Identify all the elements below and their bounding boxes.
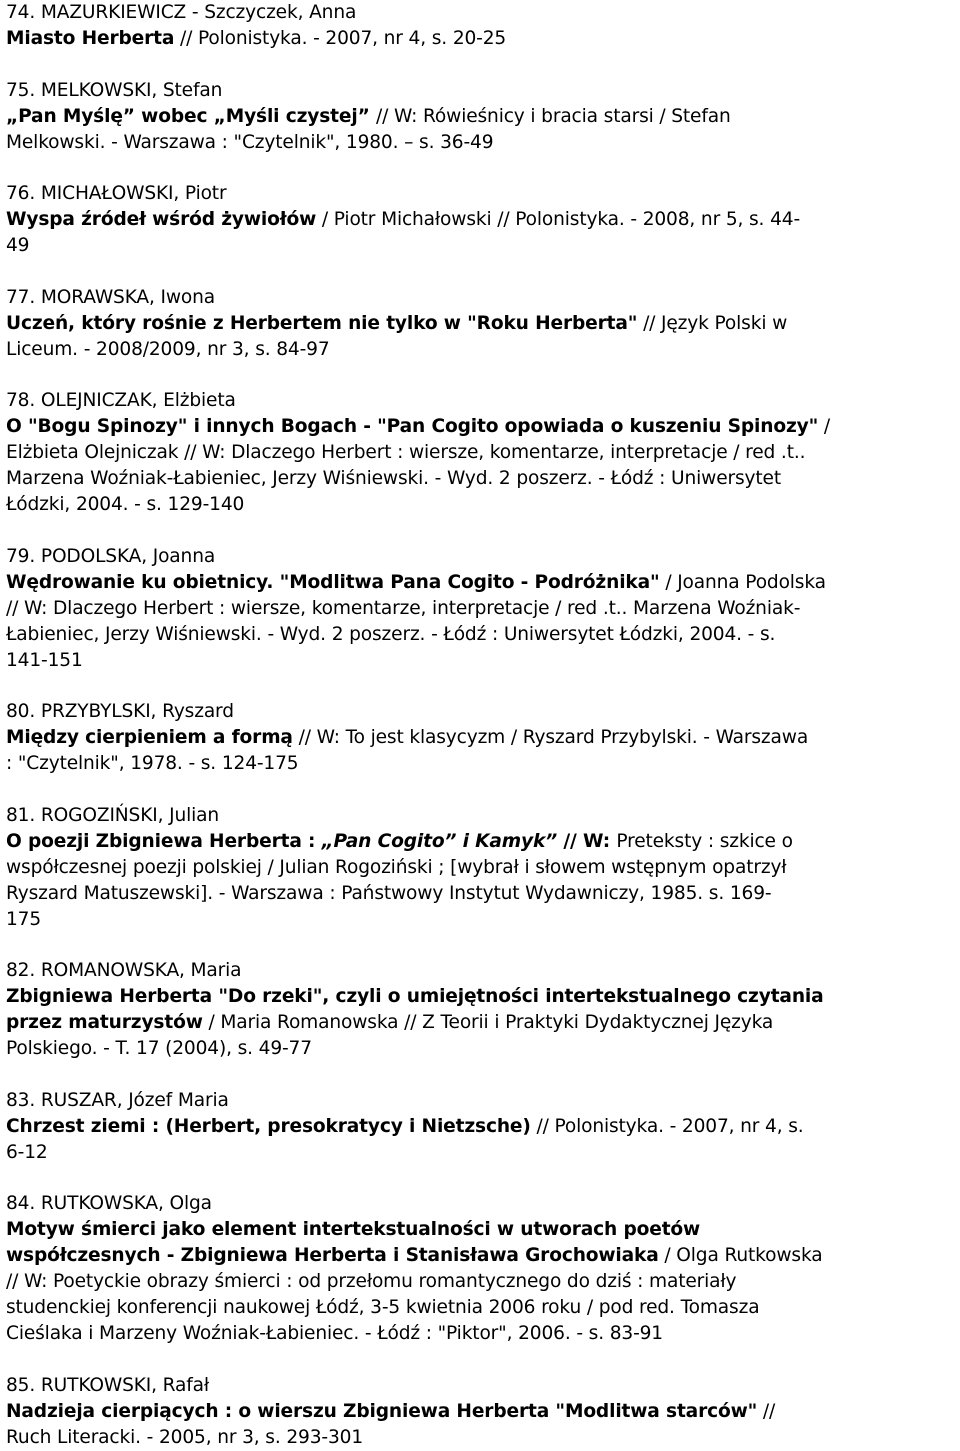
- entry-text: współczesnej poezji polskiej / Julian Rogoziński ; [wybrał i słowem wstępnym opatrzył: [6, 856, 787, 878]
- entry-text-line: [6, 337, 956, 363]
- entry-text: Melkowski. - Warszawa : "Czytelnik", 1980. – s. 36-49: [6, 131, 494, 153]
- entry-spacer: [6, 156, 956, 182]
- entry-text: Ryszard Matuszewski]. - Warszawa : Państwowy Instytut Wydawniczy, 1985. s. 169-: [6, 882, 772, 904]
- entry-text-line: [6, 207, 956, 233]
- entry-text: : "Czytelnik", 1978. - s. 124-175: [6, 753, 299, 774]
- entry-text-line: [6, 1036, 956, 1062]
- entry-text: // Język Polski w: [637, 312, 788, 334]
- entry-text-line: [6, 596, 956, 622]
- bibliography-entry: [6, 699, 956, 777]
- entry-spacer: [6, 1062, 956, 1088]
- entry-text: / Olga Rutkowska: [658, 1245, 823, 1266]
- bibliography-entry: [6, 388, 956, 518]
- entry-text: //: [757, 1400, 776, 1422]
- entry-text-line: [6, 233, 956, 259]
- entry-text-line: [6, 1243, 956, 1269]
- entry-text-line: [6, 26, 956, 52]
- entry-text-line: [6, 440, 956, 466]
- entry-text: 6-12: [6, 1141, 48, 1163]
- entry-heading: [6, 0, 956, 26]
- bibliography-entry: [6, 1088, 956, 1166]
- entry-title: współczesnych - Zbigniewa Herberta i Stanisława Grochowiaka: [6, 1245, 659, 1266]
- italic-title: „Pan Cogito” i Kamyk”: [321, 830, 558, 852]
- entry-text: // W: Poetyckie obrazy śmierci : od przełomu romantycznego do dziś : materiały: [6, 1271, 737, 1292]
- entry-spacer: [6, 259, 956, 285]
- entry-text: 175: [6, 908, 42, 930]
- entry-text: 83. RUSZAR, Józef Maria: [6, 1089, 229, 1111]
- entry-text: Cieślaka i Marzeny Woźniak-Łabieniec. - Łódź : "Piktor", 2006. - s. 83-91: [6, 1323, 663, 1344]
- entry-heading: [6, 285, 956, 311]
- entry-text: Preteksty : szkice o: [616, 830, 793, 852]
- entry-text: / Joanna Podolska: [659, 571, 826, 593]
- entry-text: Łabieniec, Jerzy Wiśniewski. - Wyd. 2 poszerz. - Łódź : Uniwersytet Łódzki, 2004. - s.: [6, 623, 776, 645]
- entry-spacer: [6, 933, 956, 959]
- entry-heading: [6, 388, 956, 414]
- entry-heading: [6, 544, 956, 570]
- entry-text: / Maria Romanowska // Z Teorii i Praktyki Dydaktycznej Języka: [202, 1012, 774, 1033]
- entry-text: 49: [6, 235, 30, 256]
- entry-text: // W: Rówieśnicy i bracia starsi / Stefan: [375, 105, 731, 127]
- bibliography-entry: [6, 958, 956, 1062]
- entry-spacer: [6, 363, 956, 389]
- bibliography-entry: [6, 285, 956, 363]
- entry-text: / Piotr Michałowski // Polonistyka. - 2008, nr 5, s. 44-: [316, 209, 800, 230]
- entry-text-line: [6, 311, 956, 337]
- entry-heading: [6, 699, 956, 725]
- entry-text: studenckiej konferencji naukowej Łódź, 3-5 kwietnia 2006 roku / pod red. Tomasza: [6, 1297, 760, 1318]
- entry-text-line: [6, 570, 956, 596]
- entry-title: Zbigniewa Herberta "Do rzeki", czyli o umiejętności intertekstualnego czytania: [6, 986, 824, 1007]
- entry-text-line: [6, 414, 956, 440]
- entry-text-line: [6, 622, 956, 648]
- bibliography-entry: [6, 803, 956, 933]
- bibliography-entry: [6, 1191, 956, 1347]
- entry-text: 82. ROMANOWSKA, Maria: [6, 960, 242, 981]
- entry-text: 78. OLEJNICZAK, Elżbieta: [6, 390, 236, 411]
- entry-text: Elżbieta Olejniczak // W: Dlaczego Herbert : wiersze, komentarze, interpretacje / red .t..: [6, 442, 806, 463]
- entry-title: Motyw śmierci jako element intertekstualności w utworach poetów: [6, 1219, 701, 1240]
- entry-text-line: [6, 1321, 956, 1347]
- entry-text-line: [6, 648, 956, 674]
- entry-text: 80. PRZYBYLSKI, Ryszard: [6, 701, 234, 722]
- entry-title: przez maturzystów: [6, 1012, 203, 1033]
- entry-text: 76. MICHAŁOWSKI, Piotr: [6, 183, 227, 204]
- entry-text-line: [6, 1295, 956, 1321]
- entry-title: Uczeń, który rośnie z Herbertem nie tylko w "Roku Herberta": [6, 312, 638, 334]
- entry-text: 141-151: [6, 649, 83, 671]
- entry-text-line: [6, 1010, 956, 1036]
- entry-title: O poezji Zbigniewa Herberta :: [6, 830, 322, 852]
- entry-spacer: [6, 777, 956, 803]
- entry-title: Wyspa źródeł wśród żywiołów: [6, 209, 317, 230]
- entry-spacer: [6, 52, 956, 78]
- entry-spacer: [6, 1347, 956, 1373]
- entry-heading: [6, 803, 956, 829]
- entry-title: Wędrowanie ku obietnicy. "Modlitwa Pana Cogito - Podróżnika": [6, 571, 660, 593]
- entry-text: 85. RUTKOWSKI, Rafał: [6, 1374, 209, 1396]
- entry-text-line: [6, 855, 956, 881]
- entry-text: Marzena Woźniak-Łabieniec, Jerzy Wiśniewski. - Wyd. 2 poszerz. - Łódź : Uniwersytet: [6, 468, 781, 489]
- entry-text: 74. MAZURKIEWICZ - Szczyczek, Anna: [6, 2, 357, 23]
- entry-text-line: [6, 1269, 956, 1295]
- entry-text-line: [6, 466, 956, 492]
- entry-text: Polskiego. - T. 17 (2004), s. 49-77: [6, 1038, 312, 1059]
- bibliography-entry: [6, 544, 956, 674]
- entry-text: 84. RUTKOWSKA, Olga: [6, 1193, 212, 1214]
- entry-text-line: [6, 104, 956, 130]
- source-marker: // W:: [557, 830, 617, 852]
- entry-text: Ruch Literacki. - 2005, nr 3, s. 293-301: [6, 1426, 364, 1448]
- entry-text-line: [6, 492, 956, 518]
- entry-text-line: [6, 829, 956, 855]
- entry-text: // W: To jest klasycyzm / Ryszard Przybylski. - Warszawa: [292, 727, 809, 748]
- bibliography-entry: [6, 0, 956, 52]
- entry-text-line: [6, 984, 956, 1010]
- entry-text: // W: Dlaczego Herbert : wiersze, komentarze, interpretacje / red .t.. Marzena Woźniak-: [6, 597, 801, 619]
- entry-text: /: [818, 416, 831, 437]
- entry-text-line: [6, 907, 956, 933]
- entry-spacer: [6, 518, 956, 544]
- entry-title: Chrzest ziemi : (Herbert, presokratycy i Nietzsche): [6, 1115, 531, 1137]
- entry-heading: [6, 78, 956, 104]
- entry-heading: [6, 958, 956, 984]
- entry-text: Liceum. - 2008/2009, nr 3, s. 84-97: [6, 338, 330, 360]
- entry-text-line: [6, 751, 956, 777]
- entry-text-line: [6, 725, 956, 751]
- bibliography-entry: [6, 1373, 956, 1451]
- entry-spacer: [6, 674, 956, 700]
- entry-text: Łódzki, 2004. - s. 129-140: [6, 494, 245, 515]
- entry-spacer: [6, 1166, 956, 1192]
- bibliography-entry: [6, 78, 956, 156]
- entry-heading: [6, 1191, 956, 1217]
- entry-text: // Polonistyka. - 2007, nr 4, s. 20-25: [174, 28, 507, 49]
- entry-text: 75. MELKOWSKI, Stefan: [6, 79, 223, 101]
- bibliography-entry: [6, 181, 956, 259]
- entry-title: Miasto Herberta: [6, 28, 175, 49]
- entry-title: „Pan Myślę” wobec „Myśli czystej”: [6, 105, 376, 127]
- bibliography-page: [6, 0, 956, 1451]
- entry-text-line: [6, 881, 956, 907]
- entry-text-line: [6, 1217, 956, 1243]
- bold-italic-title: [322, 831, 557, 852]
- entry-text-line: [6, 1425, 956, 1451]
- entry-heading: [6, 181, 956, 207]
- entry-title: Między cierpieniem a formą: [6, 727, 293, 748]
- entry-text-line: [6, 1399, 956, 1425]
- entry-text: 77. MORAWSKA, Iwona: [6, 286, 216, 308]
- entry-heading: [6, 1088, 956, 1114]
- entry-text: // Polonistyka. - 2007, nr 4, s.: [530, 1115, 804, 1137]
- entry-heading: [6, 1373, 956, 1399]
- entry-text: 79. PODOLSKA, Joanna: [6, 545, 216, 567]
- entry-text: 81. ROGOZIŃSKI, Julian: [6, 804, 219, 826]
- entry-text-line: [6, 1114, 956, 1140]
- entry-text-line: [6, 130, 956, 156]
- entry-title: Nadzieja cierpiących : o wierszu Zbigniewa Herberta "Modlitwa starców": [6, 1400, 758, 1422]
- entry-title: O "Bogu Spinozy" i innych Bogach - "Pan Cogito opowiada o kuszeniu Spinozy": [6, 416, 819, 437]
- entry-text-line: [6, 1140, 956, 1166]
